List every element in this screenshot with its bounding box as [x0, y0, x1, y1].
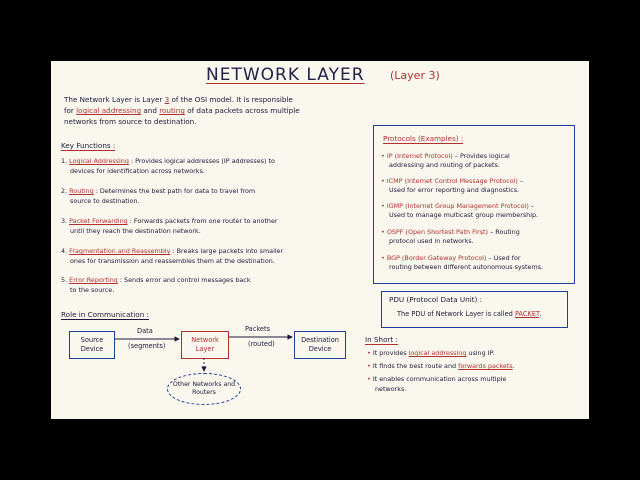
other-networks-cloud: Other Networks and Routers [167, 373, 241, 405]
key-function-item-desc: until they reach the destination network. [70, 227, 201, 235]
intro-line-2: for logical addressing and routing of data packets across multiple [64, 106, 300, 115]
in-short-item: • It enables communication across multiple [367, 375, 507, 383]
key-function-item: 3. Packet Forwarding : Forwards packets from one router to another [61, 217, 278, 225]
protocols-heading: Protocols (Examples) : [383, 134, 464, 143]
protocol-item: • OSPF (Open Shortest Path First) – Routing [381, 228, 520, 236]
protocol-item: • ICMP (Internet Control Message Protocol) – [381, 177, 524, 185]
in-short-item: • It provides logical addressing using IP. [367, 349, 495, 357]
intro-line-3: networks from source to destination. [64, 117, 197, 126]
page-subtitle: (Layer 3) [390, 69, 440, 82]
protocol-item-desc: addressing and routing of packets. [389, 161, 500, 169]
in-short-heading: In Short : [365, 335, 398, 344]
key-function-item: 4. Fragmentation and Reassembly : Breaks large packets into smaller [61, 247, 284, 255]
page-title: NETWORK LAYER [206, 65, 365, 85]
key-function-item-desc: ones for transmission and reassembles them at the destination. [70, 257, 275, 265]
pdu-text: The PDU of Network Layer is called PACKET. [397, 310, 542, 318]
key-function-item-desc: to the source. [70, 286, 115, 294]
key-functions-heading: Key Functions : [61, 141, 116, 150]
key-function-item: 2. Routing : Determines the best path for data to travel from [61, 187, 256, 195]
network-layer-node: Network Layer [181, 331, 229, 359]
in-short-item-cont: networks. [375, 385, 407, 393]
data-arrow-label: Data [137, 327, 153, 335]
source-device-node: Source Device [69, 331, 115, 359]
protocol-item-desc: protocol used in networks. [389, 237, 474, 245]
destination-device-node: Destination Device [294, 331, 346, 359]
pdu-heading: PDU (Protocol Data Unit) : [389, 295, 483, 304]
protocol-item: • IP (Internet Protocol) – Provides logical [381, 152, 510, 160]
packets-arrow-sublabel: (routed) [248, 340, 275, 348]
intro-line-1: The Network Layer is Layer 3 of the OSI model. It is responsible [64, 95, 293, 104]
role-heading: Role in Communication : [61, 310, 149, 319]
protocol-item: • BGP (Border Gateway Protocol) – Used for [381, 254, 521, 262]
key-function-item: 1. Logical Addressing : Provides logical addresses (IP addresses) to [61, 157, 275, 165]
protocol-item-desc: Used for error reporting and diagnostics. [389, 186, 520, 194]
in-short-item: • It finds the best route and forwards packets. [367, 362, 515, 370]
protocol-item-desc: Used to manage multicast group membership. [389, 211, 539, 219]
data-arrow-sublabel: (segments) [128, 342, 166, 350]
packets-arrow-label: Packets [245, 325, 271, 333]
key-function-item-desc: devices for identification across networks. [70, 167, 205, 175]
key-function-item-desc: source to destination. [70, 197, 140, 205]
whiteboard-sheet [51, 61, 589, 419]
protocol-item-desc: routing between different autonomous systems. [389, 263, 544, 271]
protocol-item: • IGMP (Internet Group Management Protocol) – [381, 202, 535, 210]
key-function-item: 5. Error Reporting : Sends error and control messages back [61, 276, 251, 284]
